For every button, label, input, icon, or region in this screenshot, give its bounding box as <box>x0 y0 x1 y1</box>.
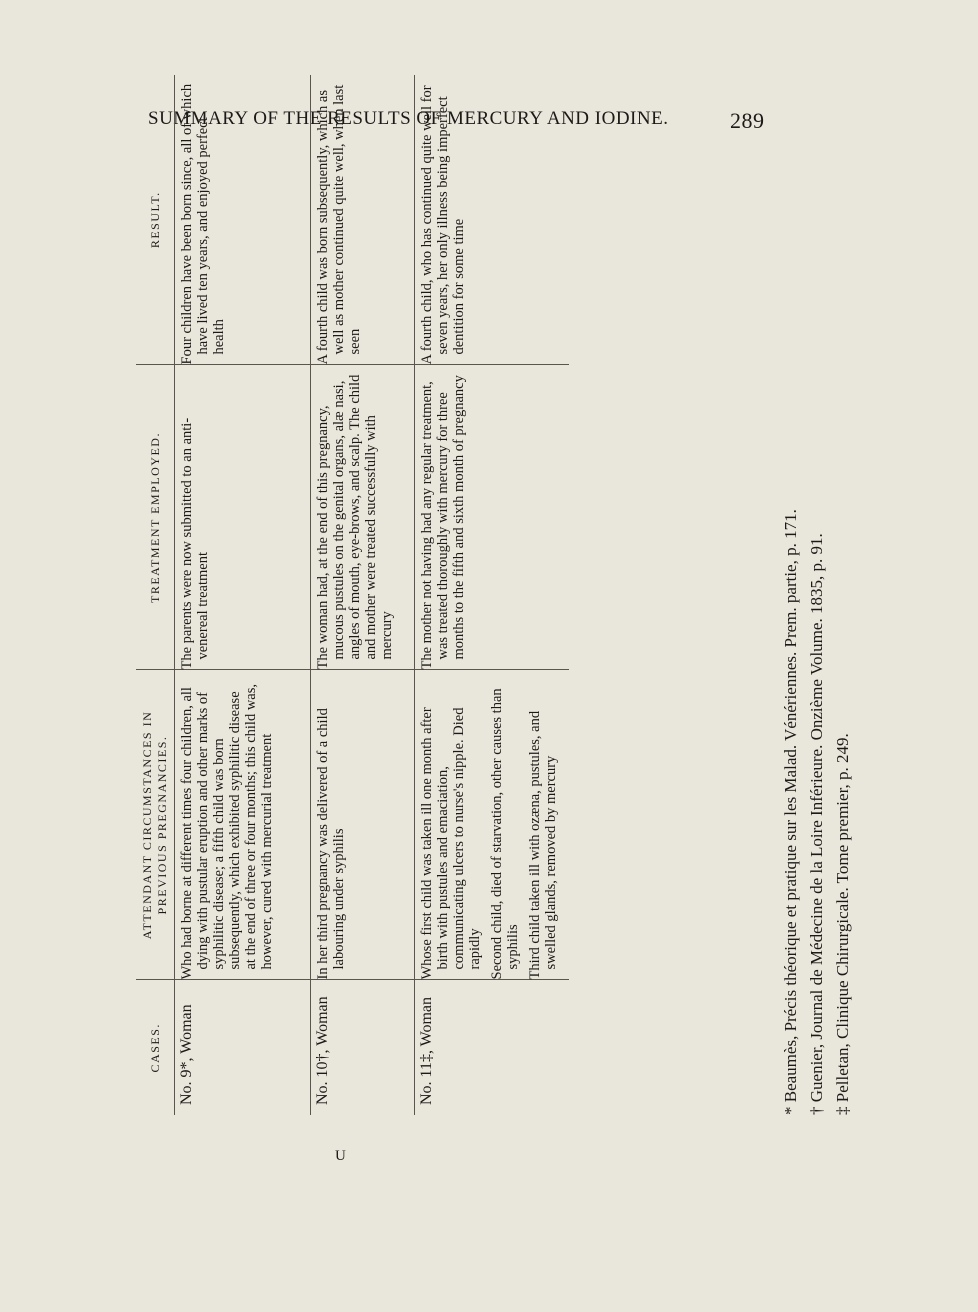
treatment-cell: The parents were now submitted to an anti-venereal treatment <box>175 365 311 670</box>
result-cell: Four children have been born since, all of which have lived ten years, and enjoyed perfect health <box>175 75 311 365</box>
result-cell: A fourth child was born subsequently, which as well as mother continued quite well, when last seen <box>311 75 415 365</box>
footnotes <box>778 115 978 1115</box>
running-title: SUMMARY OF THE RESULTS OF MERCURY AND IODINE. <box>148 108 669 129</box>
column-header-treatment: TREATMENT EMPLOYED. <box>136 365 175 670</box>
table-row <box>175 75 311 1115</box>
table-row <box>415 75 570 1115</box>
results-table-frame <box>136 75 559 1115</box>
circumstances-entry: In her third pregnancy was delivered of a child labouring under syphilis <box>315 708 347 980</box>
treatment-cell: The mother not having had any regular treatment, was treated thoroughly with mercury for three months to the fifth and sixth month of pregnancy <box>415 365 570 670</box>
table-row <box>311 75 415 1115</box>
footnote: † Guenier, Journal de Médecine de la Loire Inférieure. Onzième Volume. 1835, p. 91. <box>807 533 826 1115</box>
treatment-cell: The woman had, at the end of this pregnancy, mucous pustules on the genital organs, alæ nasi, angles of mouth, eye-brows, and scalp. The child and mother were treated successfully with mercury <box>311 365 415 670</box>
result-cell: A fourth child, who has continued quite well for seven years, her only illness being imperfect dentition for some time <box>415 75 570 365</box>
table-header-row <box>136 75 175 1115</box>
circumstances-cell <box>175 670 311 980</box>
case-label: No. 11‡, Woman <box>418 996 435 1105</box>
circumstances-entry: Whose first child was taken ill one month after birth with pustules and emaciation, communicating ulcers to nurse's nipple. Died rapidly <box>419 707 483 980</box>
column-header-circumstances: ATTENDANT CIRCUMSTANCES IN PREVIOUS PREGNANCIES. <box>136 670 175 980</box>
circumstances-entry: Second child, died of starvation, other causes than syphilis <box>489 688 521 980</box>
signature-mark: U <box>335 1148 346 1164</box>
footnote: * Beaumès, Précis théorique et pratique sur les Malad. Vénériennes. Prem. partie, p. 171. <box>781 509 800 1115</box>
circumstances-cell <box>311 670 415 980</box>
circumstances-entry: Third child taken ill with ozæna, pustules, and swelled glands, removed by mercury <box>527 710 559 980</box>
results-table <box>136 75 569 1115</box>
column-header-result: RESULT. <box>136 75 175 365</box>
circumstances-entry: Who had borne at different times four children, all dying with pustular eruption and other marks of syphilitic disease; a fifth child was born subsequently, which exhibited syphilitic disease at the end of three or four months; this child was, however, cured with mercurial treatment <box>179 683 275 980</box>
case-label: No. 9*, Woman <box>178 1004 195 1105</box>
page-number: 289 <box>730 108 765 133</box>
circumstances-cell <box>415 670 570 980</box>
case-label: No. 10†, Woman <box>314 996 331 1105</box>
footnote: ‡ Pelletan, Clinique Chirurgicale. Tome premier, p. 249. <box>833 733 852 1115</box>
column-header-cases: CASES. <box>136 980 175 1115</box>
